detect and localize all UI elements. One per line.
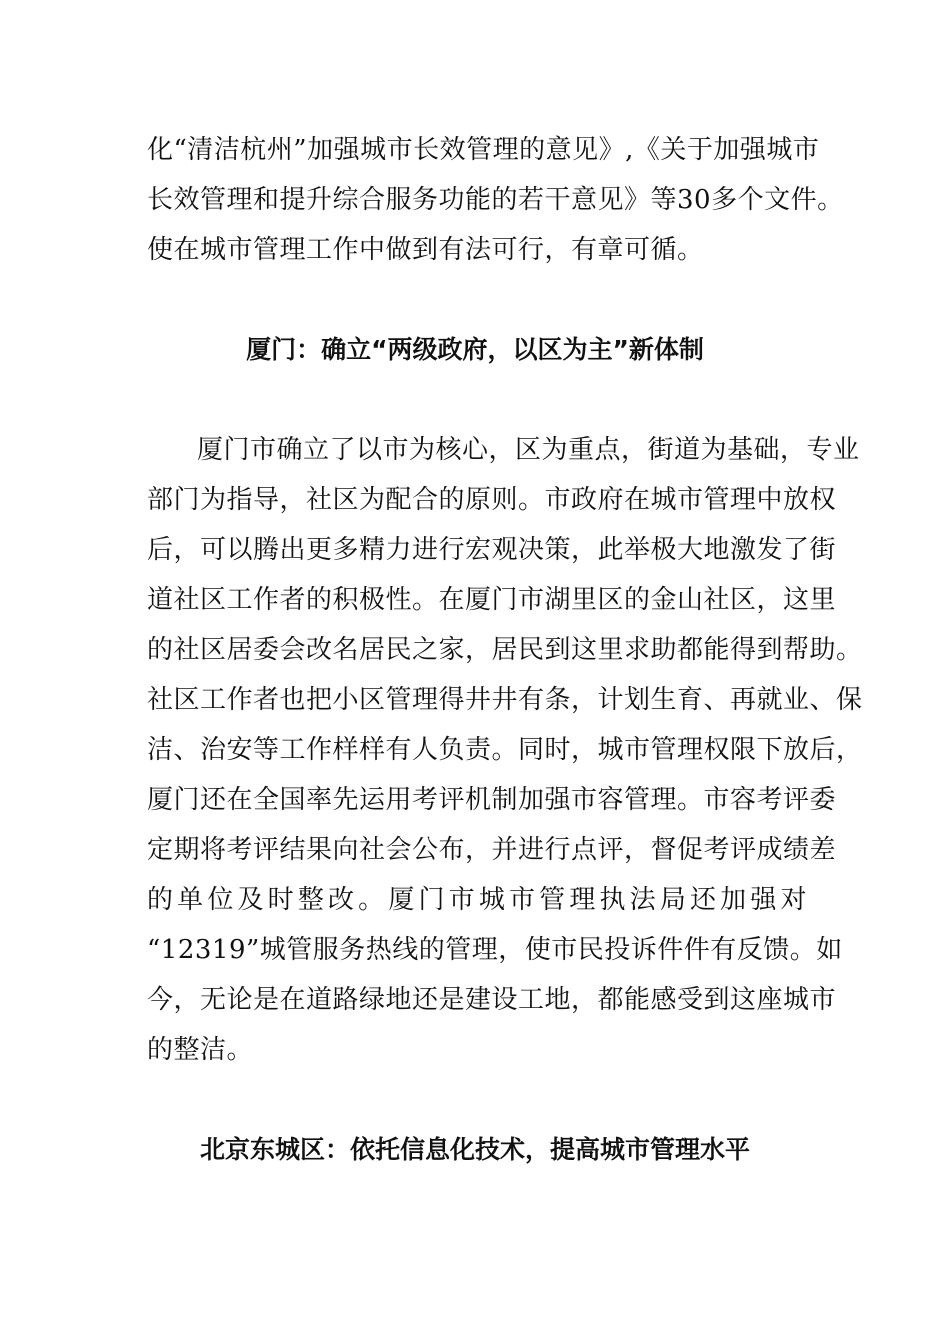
- xiamen-line-10: 的单位及时整改。厦门市城市管理执法局还加强对: [147, 885, 807, 915]
- xiamen-line-4: 道社区工作者的积极性。在厦门市湖里区的金山社区，这里: [147, 585, 837, 615]
- xiamen-line-7: 洁、治安等工作样样有人负责。同时，城市管理权限下放后，: [147, 735, 863, 765]
- xiamen-line-5: 的社区居委会改名居民之家，居民到这里求助都能得到帮助。: [147, 635, 863, 665]
- xiamen-line-2: 部门为指导，社区为配合的原则。市政府在城市管理中放权: [147, 485, 837, 515]
- intro-line-2: 长效管理和提升综合服务功能的若干意见》等30多个文件。: [147, 185, 844, 215]
- intro-line-1: 化“清洁杭州”加强城市长效管理的意见》,《关于加强城市: [147, 135, 820, 165]
- xiamen-line-11: “12319”城管服务热线的管理，使市民投诉件件有反馈。如: [147, 935, 843, 965]
- xiamen-line-6: 社区工作者也把小区管理得井井有条，计划生育、再就业、保: [147, 685, 863, 715]
- xiamen-line-8: 厦门还在全国率先运用考评机制加强市容管理。市容考评委: [147, 785, 837, 815]
- xiamen-line-9: 定期将考评结果向社会公布，并进行点评，督促考评成绩差: [147, 835, 837, 865]
- xiamen-line-12: 今，无论是在道路绿地还是建设工地，都能感受到这座城市: [147, 985, 837, 1015]
- section-heading-xiamen: 厦门：确立“两级政府，以区为主”新体制: [246, 335, 704, 364]
- section-heading-beijing: 北京东城区：依托信息化技术，提高城市管理水平: [199, 1135, 750, 1164]
- xiamen-line-3: 后，可以腾出更多精力进行宏观决策，此举极大地激发了街: [147, 535, 837, 565]
- intro-line-3: 使在城市管理工作中做到有法可行，有章可循。: [147, 235, 704, 265]
- xiamen-line-13: 的整洁。: [147, 1035, 254, 1065]
- xiamen-line-1: 厦门市确立了以市为核心，区为重点，街道为基础，专业: [197, 435, 860, 465]
